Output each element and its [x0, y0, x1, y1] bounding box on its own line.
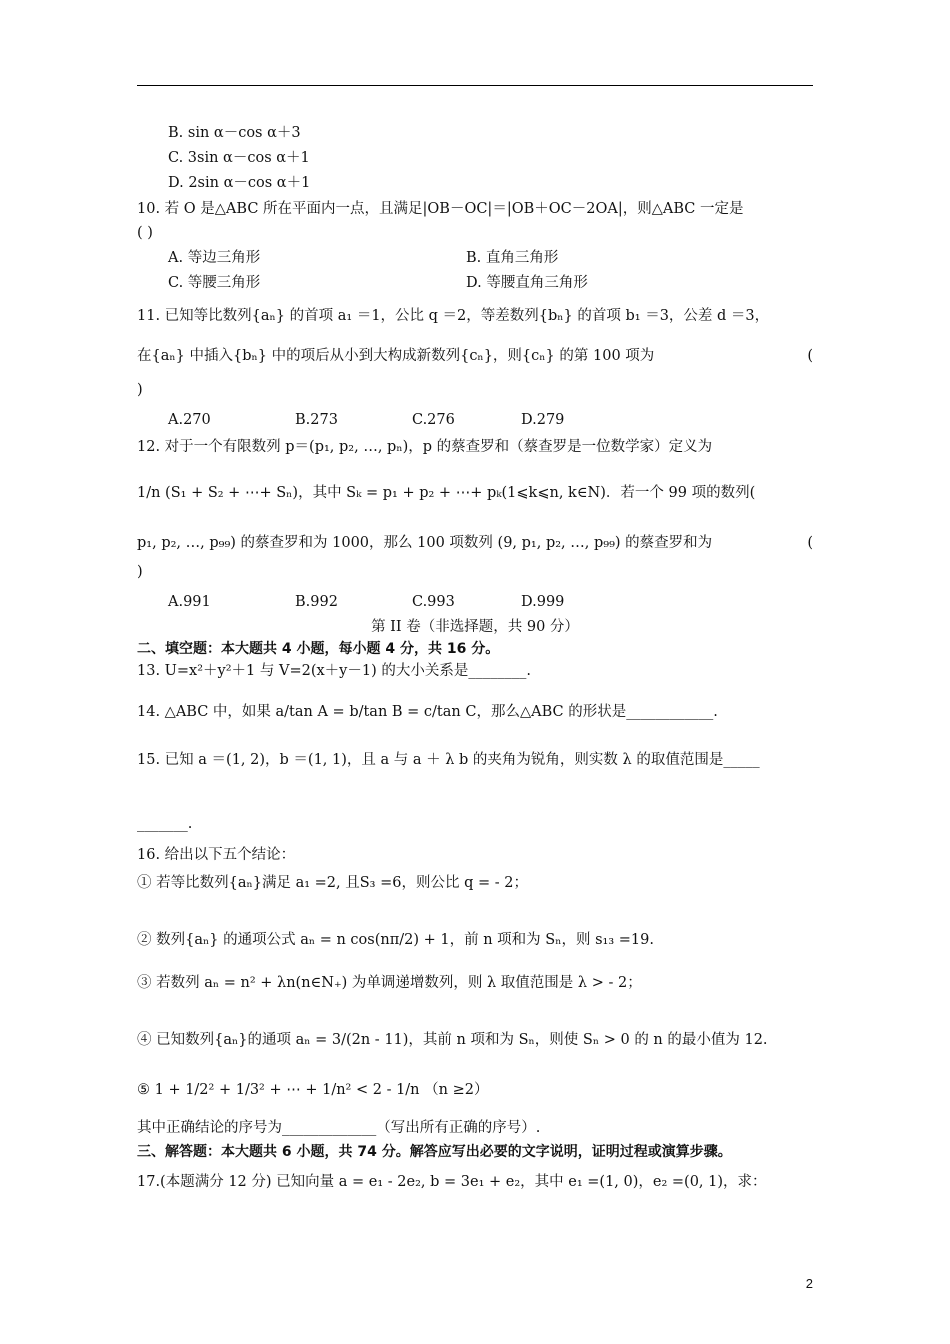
header-rule: [137, 85, 813, 86]
text-line-l15: ): [137, 564, 143, 580]
text-line-l05: ( ): [137, 225, 153, 241]
text-line-l07b: D. 等腰直角三角形: [466, 275, 588, 291]
text-line-l16: A.991: [168, 594, 211, 610]
text-line-l21: 15. 已知 a ＝(1, 2)，b ＝(1, 1)，且 a 与 a ＋ λ b 的夹角为锐角，则实数 λ 的取值范围是_____: [137, 752, 760, 768]
text-line-l01: B. sin α－cos α＋3: [168, 125, 301, 141]
text-line-l26: ③ 若数列 aₙ = n² + λn(n∈N₊) 为单调递增数列，则 λ 取值范围是 λ > - 2；: [137, 975, 642, 991]
text-line-l10: ): [137, 382, 143, 398]
text-line-l31: 17.(本题满分 12 分) 已知向量 a = e₁ - 2e₂, b = 3e₁ + e₂，其中 e₁ =(1, 0)，e₂ =(0, 1)，求：: [137, 1174, 767, 1190]
text-line-l27: ④ 已知数列{aₙ}的通项 aₙ = 3/(2n - 11)，其前 n 项和为 Sₙ，则使 Sₙ > 0 的 n 的最小值为 12.: [137, 1032, 768, 1048]
text-line-l13: 1/n (S₁ + S₂ + ⋯+ Sₙ)，其中 Sₖ = p₁ + p₂ + ⋯+ pₖ(1⩽k⩽n, k∈N)．若一个 99 项的数列(: [137, 485, 756, 501]
text-line-l06b: B. 直角三角形: [466, 250, 559, 266]
text-line-l02: C. 3sin α－cos α＋1: [168, 150, 310, 166]
text-line-l25: ② 数列{aₙ} 的通项公式 aₙ = n cos(nπ/2) + 1，前 n 项和为 Sₙ，则 s₁₃ =19.: [137, 932, 654, 948]
text-line-l18: 二、填空题：本大题共 4 小题，每小题 4 分，共 16 分。: [137, 641, 500, 657]
text-line-l20: 14. △ABC 中，如果 a/tan A = b/tan B = c/tan C，那么△ABC 的形状是____________.: [137, 704, 718, 720]
text-line-l11: A.270: [168, 412, 211, 428]
text-line-l11d: D.279: [521, 412, 565, 428]
text-line-l29: 其中正确结论的序号为_____________（写出所有正确的序号）.: [137, 1120, 541, 1136]
page-number: 2: [805, 1276, 813, 1291]
text-line-l09: 在{aₙ} 中插入{bₙ} 中的项后从小到大构成新数列{cₙ}，则{cₙ} 的第 100 项为: [137, 348, 655, 364]
text-line-l17: 第 II 卷（非选择题，共 90 分）: [371, 619, 579, 635]
text-line-l28: ⑤ 1 + 1/2² + 1/3² + ⋯ + 1/n² < 2 - 1/n （n ≥2）: [137, 1082, 489, 1098]
text-line-l22: _______.: [137, 816, 193, 832]
text-line-l19: 13. U=x²＋y²＋1 与 V=2(x＋y－1) 的大小关系是________.: [137, 663, 531, 679]
text-line-l16d: D.999: [521, 594, 565, 610]
text-line-l30: 三、解答题：本大题共 6 小题，共 74 分。解答应写出必要的文字说明，证明过程或演算步骤。: [137, 1144, 732, 1160]
text-line-l07: C. 等腰三角形: [168, 275, 261, 291]
text-line-l11b: B.273: [295, 412, 338, 428]
text-line-l23: 16. 给出以下五个结论：: [137, 847, 296, 863]
text-line-l12: 12. 对于一个有限数列 p＝(p₁, p₂, …, pₙ)，p 的蔡查罗和（蔡查罗是一位数学家）定义为: [137, 439, 713, 455]
text-line-l08: 11. 已知等比数列{aₙ} 的首项 a₁ ＝1，公比 q ＝2，等差数列{bₙ} 的首项 b₁ ＝3，公差 d ＝3，: [137, 308, 770, 324]
text-line-l14: p₁, p₂, …, p₉₉) 的蔡查罗和为 1000，那么 100 项数列 (9, p₁, p₂, …, p₉₉) 的蔡查罗和为: [137, 535, 713, 551]
text-line-l03: D. 2sin α－cos α＋1: [168, 175, 311, 191]
text-line-l04: 10. 若 O 是△ABC 所在平面内一点，且满足|OB－OC|＝|OB＋OC－2OA|，则△ABC 一定是: [137, 201, 744, 217]
text-line-l24: ① 若等比数列{aₙ}满足 a₁ =2, 且S₃ =6，则公比 q = - 2；: [137, 875, 528, 891]
text-line-l09b: (: [807, 348, 813, 364]
text-line-l06: A. 等边三角形: [168, 250, 261, 266]
text-line-l11c: C.276: [412, 412, 455, 428]
text-line-l14b: (: [807, 535, 813, 551]
text-line-l16c: C.993: [412, 594, 455, 610]
text-line-l16b: B.992: [295, 594, 338, 610]
